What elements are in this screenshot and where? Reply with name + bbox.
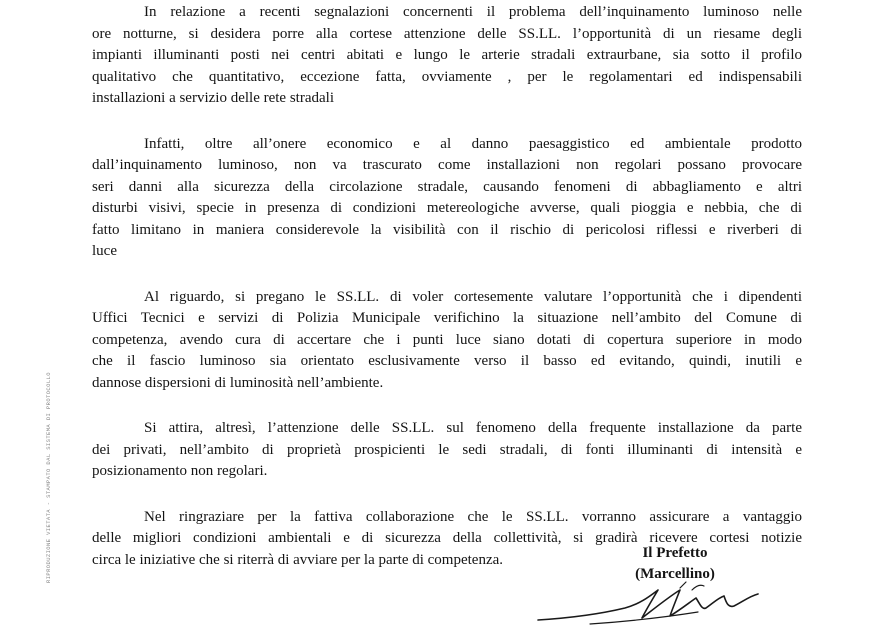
text-line: posizionamento non regolari.	[92, 463, 268, 479]
text-line: competenza, avendo cura di accertare che i punti luce siano dotati di copertura superiore in modo	[92, 331, 802, 348]
handwritten-signature	[530, 578, 780, 628]
paragraph-1	[92, 2, 802, 110]
text-line: impianti illuminanti posti nei centri abitati e lungo le arterie stradali extraurbane, sia sotto il profilo	[92, 47, 802, 63]
paragraph-4	[92, 418, 802, 483]
text-line: circa le iniziative che si riterrà di avviare per la parte di competenza.	[92, 551, 504, 568]
text-line: Infatti, oltre all’onere economico e al danno paesaggistico ed ambientale prodotto	[144, 135, 802, 152]
text-line: dannose dispersioni di luminosità nell’ambiente.	[92, 374, 384, 391]
text-line: qualitativo che quantitativo, eccezione fatta, ovviamente , per le regolamentari ed indispensabili	[92, 68, 802, 85]
text-line: Si attira, altresì, l’attenzione delle SS.LL. sul fenomeno della frequente installazione da parte	[144, 420, 802, 436]
text-line: delle migliori condizioni ambientali e di sicurezza della collettività, si gradirà ricevere cortesi notizie	[92, 530, 802, 546]
signatory-name: (Marcellino)	[635, 566, 715, 582]
text-line: In relazione a recenti segnalazioni concernenti il problema dell’inquinamento luminoso nelle	[144, 4, 802, 20]
text-line: fatto limitano in maniera considerevole la visibilità con il rischio di pericolosi riflessi e riverberi di	[92, 221, 802, 238]
paragraph-3	[92, 287, 802, 395]
signatory-title: Il Prefetto	[642, 545, 708, 561]
text-line: Uffici Tecnici e servizi di Polizia Municipale verifichino la situazione nell’ambito del Comune di	[92, 310, 802, 326]
text-line: seri danni alla sicurezza della circolazione stradale, causando fenomeni di abbagliamento e altri	[92, 178, 802, 195]
text-line: dei privati, nell’ambito di proprietà prospicienti le sedi stradali, di fonti illuminanti di intensità e	[92, 441, 802, 458]
text-line: disturbi visivi, specie in presenza di condizioni metereologiche avverse, quali pioggia e nebbia, che di	[92, 200, 802, 216]
text-line: che il fascio luminoso sia orientato esclusivamente verso il basso ed evitando, quindi, inutili e	[92, 353, 802, 369]
paragraph-2	[92, 134, 802, 263]
letter-body	[92, 2, 802, 595]
text-line: dall’inquinamento luminoso, non va trascurato come installazioni non regolari possano provocare	[92, 157, 802, 173]
text-line: ore notturne, si desidera porre alla cortese attenzione delle SS.LL. l’opportunità di un riesame degli	[92, 25, 802, 42]
text-line: Nel ringraziare per la fattiva collaborazione che le SS.LL. vorranno assicurare a vantaggio	[144, 508, 802, 525]
side-margin-note	[34, 368, 52, 588]
text-line: Al riguardo, si pregano le SS.LL. di voler cortesemente valutare l’opportunità che i dipendenti	[144, 288, 802, 305]
text-line: luce	[92, 243, 117, 259]
side-margin-note-text: RIPRODUZIONE VIETATA - STAMPATO DAL SISTEMA DI PROTOCOLLO	[45, 372, 52, 583]
text-line: installazioni a servizio delle rete stradali	[92, 90, 334, 106]
